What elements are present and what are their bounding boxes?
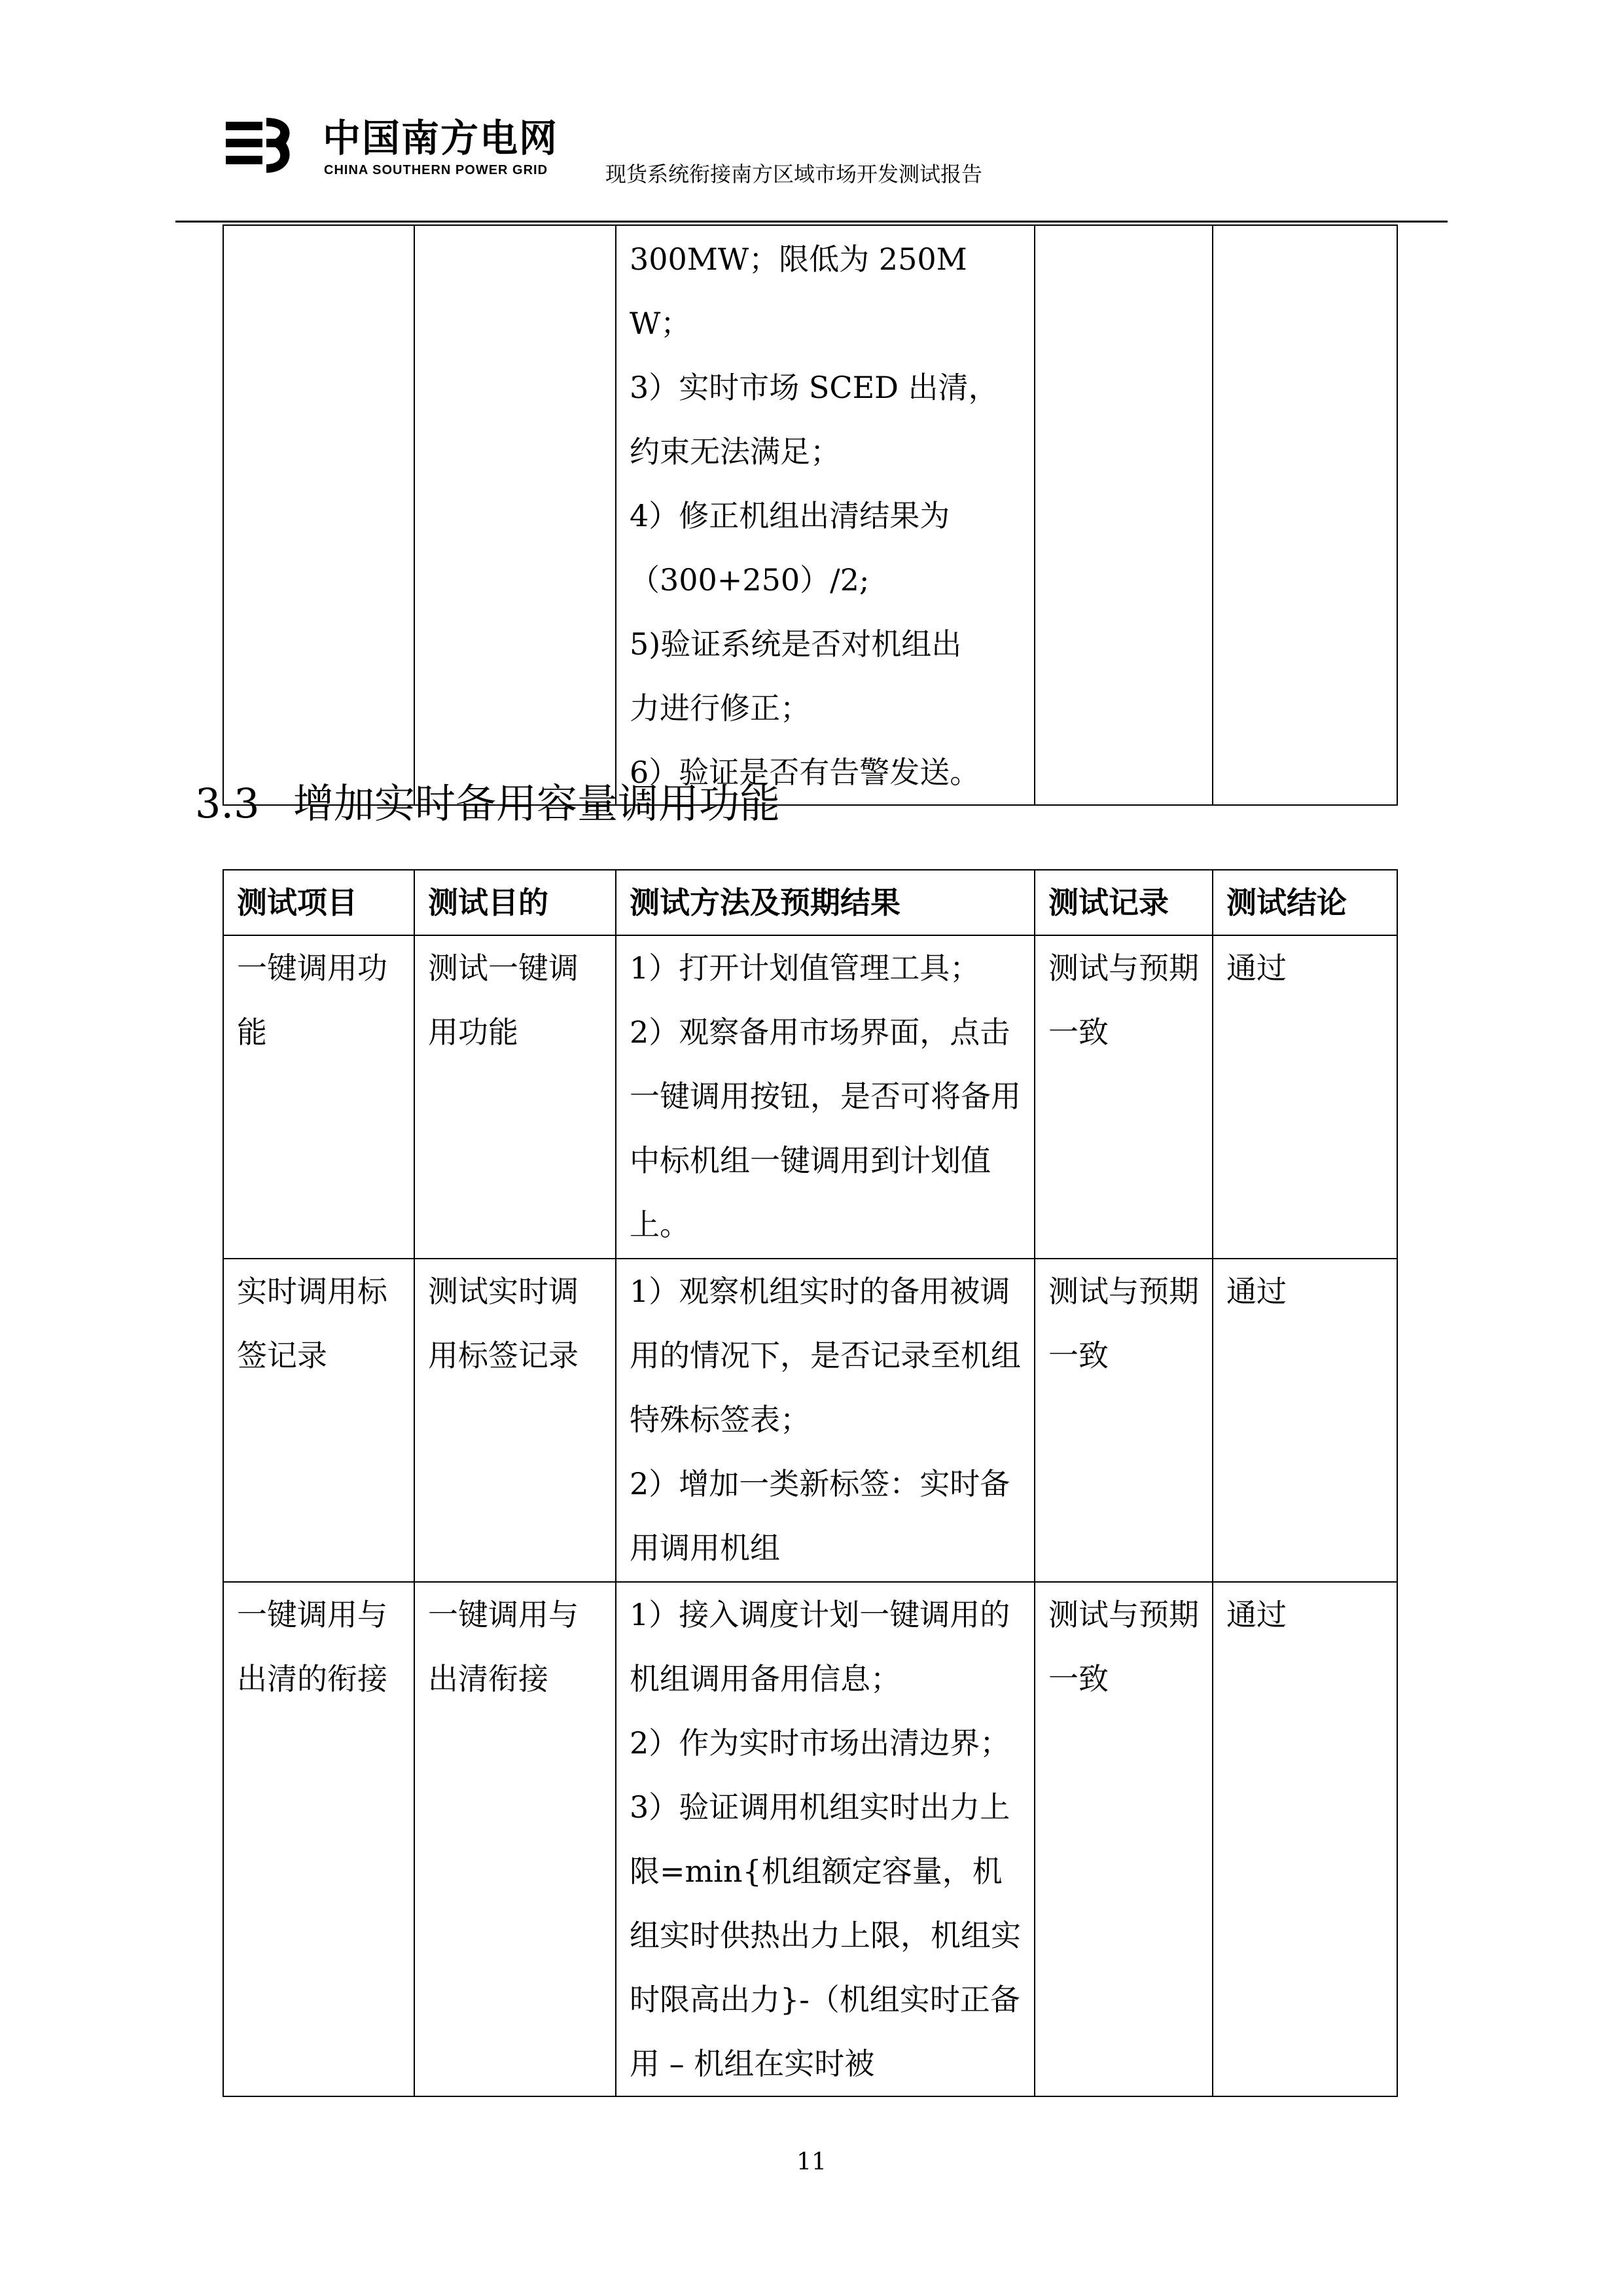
method-line: 约束无法满足； [630, 434, 840, 469]
logo-english-text: CHINA SOUTHERN POWER GRID [324, 163, 548, 177]
header-divider [175, 221, 1448, 223]
column-header-test-conclusion: 测试结论 [1213, 870, 1397, 935]
method-line: 300MW；限低为 250MW； [630, 242, 967, 341]
logo-chinese-text: 中国南方电网 [323, 116, 559, 160]
method-line: 3）实时市场 SCED 出清， [630, 370, 999, 405]
test-results-table [223, 869, 1398, 2097]
column-header-test-purpose: 测试目的 [414, 870, 616, 935]
method-line: 1）观察机组实时的备用被调用的情况下，是否记录至机组特殊标签表； [630, 1274, 1021, 1437]
section-number: 3.3 [195, 780, 260, 827]
method-line: 2）作为实时市场出清边界； [630, 1725, 1010, 1761]
column-header-test-item: 测试项目 [223, 870, 414, 935]
test-purpose-cell: 测试一键调用功能 [414, 935, 616, 1259]
test-method-cell [616, 935, 1035, 1259]
test-record-cell: 测试与预期一致 [1035, 1582, 1213, 2096]
test-conclusion-cell: 通过 [1213, 1582, 1397, 2096]
continued-test-table [223, 224, 1398, 806]
test-purpose-cell: 一键调用与出清衔接 [414, 1582, 616, 2096]
test-method-cell [616, 1259, 1035, 1582]
table-row [223, 1259, 1397, 1582]
table-header-row [223, 870, 1397, 935]
test-item-cell [223, 225, 414, 805]
test-conclusion-cell: 通过 [1213, 1259, 1397, 1582]
test-conclusion-cell: 通过 [1213, 935, 1397, 1259]
test-item-cell: 一键调用与出清的衔接 [223, 1582, 414, 2096]
section-heading [195, 778, 780, 830]
table-row [223, 935, 1397, 1259]
table-row [223, 1582, 1397, 2096]
report-title: 现货系统衔接南方区域市场开发测试报告 [605, 162, 983, 187]
test-method-cell [616, 1582, 1035, 2096]
section-title: 增加实时备用容量调用功能 [293, 780, 781, 827]
method-line: 6）验证是否有告警发送。 [630, 755, 980, 790]
china-southern-power-grid-logo-icon [226, 113, 311, 178]
method-line: 2）观察备用市场界面，点击一键调用按钮，是否可将备用中标机组一键调用到计划值上。 [630, 1014, 1021, 1242]
test-record-cell: 测试与预期一致 [1035, 935, 1213, 1259]
test-item-cell: 实时调用标签记录 [223, 1259, 414, 1582]
method-line: 2）增加一类新标签：实时备用调用机组 [630, 1466, 1010, 1566]
column-header-test-method: 测试方法及预期结果 [616, 870, 1035, 935]
test-conclusion-cell [1213, 225, 1397, 805]
company-logo [226, 113, 579, 185]
table-row [223, 225, 1397, 805]
test-record-cell: 测试与预期一致 [1035, 1259, 1213, 1582]
test-method-cell [616, 225, 1035, 805]
test-record-cell [1035, 225, 1213, 805]
test-purpose-cell: 测试实时调用标签记录 [414, 1259, 616, 1582]
test-purpose-cell [414, 225, 616, 805]
method-line: 5)验证系统是否对机组出 [630, 626, 962, 662]
page-number: 11 [796, 2149, 827, 2176]
method-line: 力进行修正； [630, 691, 810, 726]
method-line: 3）验证调用机组实时出力上限=min{机组额定容量，机组实时供热出力上限，机组实时限高出力}-（机组实时正备用 – 机组在实时被 [630, 1789, 1021, 2081]
method-line: 1）打开计划值管理工具； [630, 950, 980, 986]
column-header-test-record: 测试记录 [1035, 870, 1213, 935]
method-line: （300+250）/2; [630, 562, 870, 598]
test-item-cell: 一键调用功能 [223, 935, 414, 1259]
method-line: 4）修正机组出清结果为 [630, 498, 950, 533]
method-line: 1）接入调度计划一键调用的机组调用备用信息； [630, 1597, 1010, 1696]
